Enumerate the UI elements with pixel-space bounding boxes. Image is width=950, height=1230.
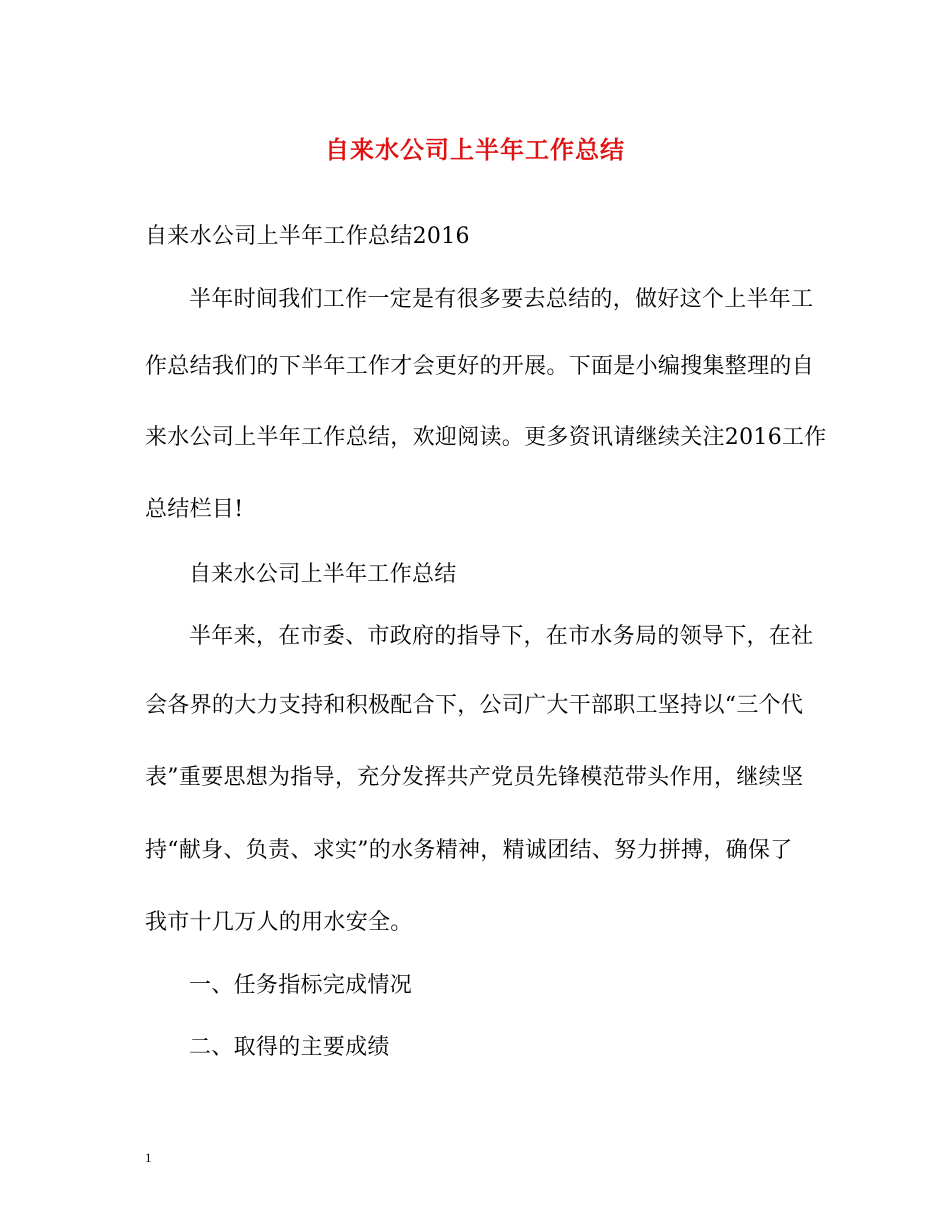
body-paragraph-line-2: 会各界的大力支持和积极配合下，公司广大干部职工坚持以“三个代	[145, 693, 804, 718]
body-paragraph-line-5: 我市十几万人的用水安全。	[145, 910, 413, 935]
intro-paragraph-line-4: 总结栏目!	[145, 497, 244, 522]
list-item-2: 二、取得的主要成绩	[189, 1035, 390, 1060]
body-paragraph-line-1: 半年来，在市委、市政府的指导下，在市水务局的领导下，在社	[189, 624, 814, 649]
intro-paragraph-line-1: 半年时间我们工作一定是有很多要去总结的，做好这个上半年工	[189, 287, 814, 312]
list-item-1: 一、任务指标完成情况	[189, 973, 413, 998]
doc-subtitle-line: 自来水公司上半年工作总结2016	[145, 224, 470, 249]
intro-paragraph-line-2: 作总结我们的下半年工作才会更好的开展。下面是小编搜集整理的自	[145, 354, 815, 379]
body-paragraph-line-3: 表”重要思想为指导，充分发挥共产党员先锋模范带头作用，继续坚	[145, 765, 804, 790]
document-title: 自来水公司上半年工作总结	[325, 136, 625, 164]
page-number: 1	[145, 1150, 152, 1165]
section-heading-line: 自来水公司上半年工作总结	[189, 562, 457, 587]
intro-paragraph-line-3: 来水公司上半年工作总结，欢迎阅读。更多资讯请继续关注2016工作	[145, 425, 827, 450]
body-paragraph-line-4: 持“献身、负责、求实”的水务精神，精诚团结、努力拼搏，确保了	[145, 838, 793, 863]
